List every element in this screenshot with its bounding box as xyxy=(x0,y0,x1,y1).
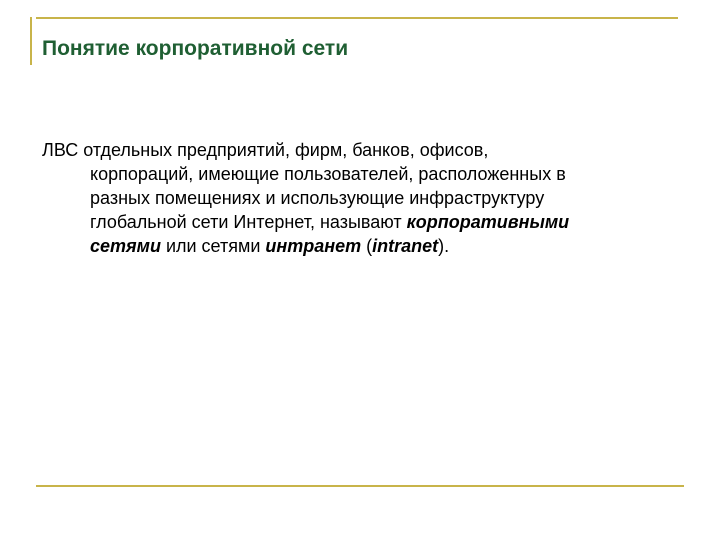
paragraph-text: ). xyxy=(438,236,450,256)
paragraph-text: глобальной сети Интернет, называют xyxy=(90,212,407,232)
term-emphasis: сетями xyxy=(90,236,161,256)
paragraph-line-4 xyxy=(42,210,674,234)
paragraph-line-1 xyxy=(42,138,674,162)
term-emphasis: intranet xyxy=(372,236,439,256)
paragraph-line-3 xyxy=(42,186,674,210)
bottom-rule xyxy=(36,485,684,487)
term-emphasis: интранет xyxy=(265,236,362,256)
left-rule xyxy=(30,17,32,65)
paragraph-text: ЛВС отдельных предприятий, фирм, банков, офисов, xyxy=(42,140,489,160)
term-emphasis: корпоративными xyxy=(406,212,570,232)
paragraph-text: корпораций, имеющие пользователей, расположенных в xyxy=(90,164,566,184)
slide-title: Понятие корпоративной сети xyxy=(42,37,349,60)
paragraph-line-5 xyxy=(42,234,674,258)
top-rule xyxy=(36,17,678,19)
paragraph-text: ( xyxy=(361,236,373,256)
paragraph-text: разных помещениях и использующие инфраструктуру xyxy=(90,188,545,208)
paragraph-line-2 xyxy=(42,162,674,186)
slide-paragraph xyxy=(42,138,674,258)
paragraph-text: или сетями xyxy=(160,236,266,256)
